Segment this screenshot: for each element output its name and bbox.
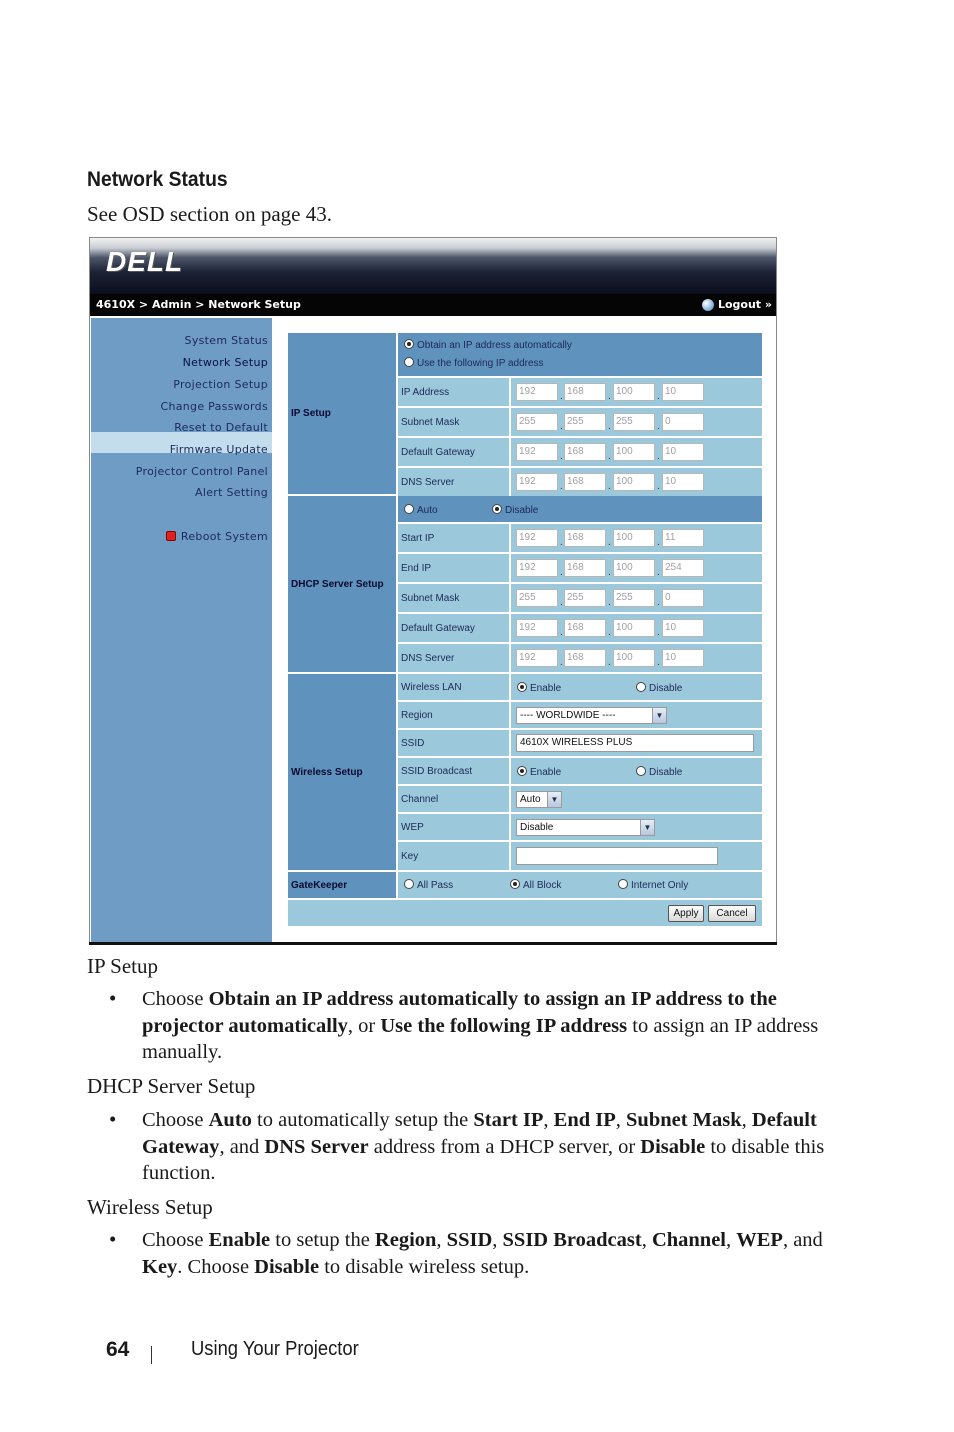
octet-input[interactable]: 255 (613, 413, 655, 431)
ssid-broadcast-disable-radio[interactable] (636, 766, 646, 776)
ssid-broadcast-enable[interactable]: Enable (517, 766, 561, 778)
octet-input[interactable]: 168 (564, 473, 606, 491)
octet-input[interactable]: 168 (564, 383, 606, 401)
bullet: • (109, 1227, 117, 1251)
field-label: End IP (398, 554, 509, 582)
octet-input[interactable]: 100 (613, 443, 655, 461)
dhcp-label: DHCP Server Setup (288, 496, 396, 672)
octet-input[interactable]: 10 (662, 649, 704, 667)
footer-divider (151, 1346, 152, 1364)
page-number: 64 (106, 1338, 130, 1361)
octet-input[interactable]: 192 (516, 529, 558, 547)
octet-input[interactable]: 192 (516, 383, 558, 401)
octet-group (511, 378, 762, 406)
field-label: Subnet Mask (398, 584, 509, 612)
octet-group (511, 554, 762, 582)
field-label: DNS Server (398, 644, 509, 672)
channel-select[interactable]: Auto ▼ (516, 791, 562, 808)
logout-icon (702, 299, 714, 311)
octet-input[interactable]: 168 (564, 559, 606, 577)
chevron-down-icon: ▼ (547, 792, 561, 807)
channel-label: Channel (398, 786, 509, 812)
chevron-down-icon: ▼ (652, 708, 666, 723)
internet-only-radio[interactable] (618, 879, 628, 889)
wireless-lan-disable-radio[interactable] (636, 682, 646, 692)
key-value (511, 842, 762, 870)
dhcp-paragraph: Choose Auto to automatically setup the Start IP, End IP, Subnet Mask, Default Gateway, and DNS Server address from a DHCP server, or Disable to disable this function. (142, 1109, 825, 1184)
dhcp-auto-radio[interactable] (404, 504, 414, 514)
octet-separator: . (657, 657, 660, 668)
octet-separator: . (560, 597, 563, 608)
octet-input[interactable]: 168 (564, 619, 606, 637)
logout-label: Logout » (717, 298, 772, 311)
key-label: Key (398, 842, 509, 870)
apply-button[interactable]: Apply (668, 905, 704, 922)
wireless-paragraph: Choose Enable to setup the Region, SSID, SSID Broadcast, Channel, WEP, and Key. Choose Disable to disable wireless setup. (142, 1229, 823, 1278)
octet-input[interactable]: 192 (516, 473, 558, 491)
octet-input[interactable]: 192 (516, 619, 558, 637)
octet-separator: . (560, 481, 563, 492)
field-label: DNS Server (398, 468, 509, 496)
field-label: Default Gateway (398, 614, 509, 642)
ssid-label: SSID (398, 730, 509, 756)
octet-separator: . (608, 537, 611, 548)
region-value (511, 702, 762, 728)
breadcrumb: 4610X > Admin > Network Setup (96, 298, 301, 311)
wireless-label: Wireless Setup (288, 674, 396, 870)
sidebar-item-projector-control-panel[interactable]: Projector Control Panel (135, 465, 268, 478)
octet-separator: . (560, 537, 563, 548)
wep-value (511, 814, 762, 840)
octet-separator: . (657, 481, 660, 492)
ip-setup-heading: IP Setup (87, 954, 158, 978)
chevron-down-icon: ▼ (640, 820, 654, 835)
octet-group (511, 438, 762, 466)
sidebar-item-firmware-update[interactable]: Firmware Update (169, 443, 268, 456)
ip-setup-paragraph: Choose Obtain an IP address automatically to assign an IP address to the projector automatically, or Use the following IP address to assign an IP address manually. (142, 988, 819, 1063)
sidebar-item-reboot-system[interactable] (166, 530, 268, 543)
gatekeeper-internet-only[interactable]: Internet Only (618, 879, 688, 891)
octet-separator: . (608, 567, 611, 578)
intro-text: See OSD section on page 43. (87, 202, 332, 226)
dell-logo: DELL (106, 246, 184, 277)
wireless-lan-value (511, 674, 762, 700)
sidebar-item-alert-setting[interactable]: Alert Setting (195, 486, 268, 499)
ssid-input[interactable]: 4610X WIRELESS PLUS (516, 734, 754, 752)
ssid-broadcast-label: SSID Broadcast (398, 758, 509, 784)
octet-input[interactable]: 100 (613, 383, 655, 401)
all-block-radio[interactable] (510, 879, 520, 889)
octet-input[interactable]: 0 (662, 413, 704, 431)
footer-title: Using Your Projector (191, 1338, 359, 1360)
octet-group (511, 408, 762, 436)
dhcp-options (398, 496, 762, 522)
octet-input[interactable]: 100 (613, 473, 655, 491)
octet-input[interactable]: 100 (613, 529, 655, 547)
dhcp-auto-option[interactable]: Auto (404, 504, 438, 516)
ip-setup-options (398, 333, 762, 376)
gatekeeper-options (398, 872, 762, 898)
octet-separator: . (608, 481, 611, 492)
bullet: • (109, 986, 117, 1010)
reboot-label: Reboot System (180, 530, 268, 543)
logout-link[interactable] (702, 298, 772, 311)
octet-input[interactable]: 255 (564, 589, 606, 607)
region-select[interactable]: ---- WORLDWIDE ---- ▼ (516, 707, 667, 724)
wireless-heading: Wireless Setup (87, 1195, 213, 1219)
octet-separator: . (657, 537, 660, 548)
octet-input[interactable]: 168 (564, 649, 606, 667)
gatekeeper-all-pass[interactable]: All Pass (404, 879, 453, 891)
sidebar-item-network-setup[interactable]: Network Setup (182, 356, 268, 369)
octet-input[interactable]: 255 (564, 413, 606, 431)
octet-input[interactable]: 100 (613, 559, 655, 577)
dhcp-disable-option[interactable]: Disable (492, 504, 538, 516)
wireless-lan-enable-radio[interactable] (517, 682, 527, 692)
ip-auto-radio[interactable] (404, 339, 414, 349)
sidebar-item-system-status[interactable]: System Status (184, 334, 268, 347)
region-label: Region (398, 702, 509, 728)
dhcp-disable-radio[interactable] (492, 504, 502, 514)
octet-input[interactable]: 168 (564, 529, 606, 547)
octet-separator: . (608, 391, 611, 402)
octet-group (511, 614, 762, 642)
network-setup-screenshot (89, 237, 777, 944)
ssid-broadcast-disable[interactable]: Disable (636, 766, 682, 778)
octet-separator: . (560, 451, 563, 462)
octet-input[interactable]: 192 (516, 559, 558, 577)
octet-input[interactable]: 168 (564, 443, 606, 461)
all-pass-radio[interactable] (404, 879, 414, 889)
octet-separator: . (560, 391, 563, 402)
octet-input[interactable]: 11 (662, 529, 704, 547)
octet-input[interactable]: 255 (516, 589, 558, 607)
field-label: Start IP (398, 524, 509, 552)
octet-separator: . (657, 451, 660, 462)
wireless-lan-disable[interactable]: Disable (636, 682, 682, 694)
channel-value (511, 786, 762, 812)
wireless-lan-label: Wireless LAN (398, 674, 509, 700)
ssid-broadcast-value (511, 758, 762, 784)
octet-separator: . (657, 391, 660, 402)
octet-separator: . (657, 597, 660, 608)
ip-manual-radio[interactable] (404, 357, 414, 367)
octet-separator: . (608, 421, 611, 432)
nav-bar (90, 294, 776, 316)
sidebar-item-projection-setup[interactable]: Projection Setup (173, 378, 268, 391)
ip-manual-option[interactable]: Use the following IP address (404, 357, 544, 369)
ip-auto-option[interactable]: Obtain an IP address automatically (404, 339, 572, 351)
ssid-value (511, 730, 762, 756)
octet-input[interactable]: 255 (516, 413, 558, 431)
octet-input[interactable]: 100 (613, 619, 655, 637)
octet-input[interactable]: 10 (662, 383, 704, 401)
octet-input[interactable]: 10 (662, 473, 704, 491)
octet-separator: . (608, 451, 611, 462)
gatekeeper-all-block[interactable]: All Block (510, 879, 561, 891)
figure-bottom-rule (89, 942, 777, 945)
wep-select[interactable]: Disable ▼ (516, 819, 655, 836)
octet-group (511, 524, 762, 552)
octet-separator: . (657, 567, 660, 578)
octet-input[interactable]: 10 (662, 443, 704, 461)
octet-separator: . (560, 567, 563, 578)
octet-separator: . (560, 421, 563, 432)
octet-separator: . (560, 657, 563, 668)
octet-input[interactable]: 10 (662, 619, 704, 637)
octet-separator: . (608, 597, 611, 608)
ssid-broadcast-enable-radio[interactable] (517, 766, 527, 776)
sidebar-item-change-passwords[interactable]: Change Passwords (160, 400, 268, 413)
octet-input[interactable]: 192 (516, 649, 558, 667)
banner (90, 238, 776, 294)
octet-separator: . (608, 657, 611, 668)
field-label: Subnet Mask (398, 408, 509, 436)
button-row (288, 900, 762, 926)
sidebar-item-reset-to-default[interactable]: Reset to Default (174, 421, 268, 434)
octet-separator: . (608, 627, 611, 638)
wireless-lan-enable[interactable]: Enable (517, 682, 561, 694)
octet-input[interactable]: 0 (662, 589, 704, 607)
octet-group (511, 584, 762, 612)
ip-setup-label: IP Setup (288, 333, 396, 494)
sidebar (91, 318, 272, 943)
section-heading: Network Status (87, 168, 228, 191)
cancel-button[interactable]: Cancel (708, 905, 756, 922)
octet-group (511, 644, 762, 672)
key-input[interactable] (516, 847, 718, 865)
octet-separator: . (657, 627, 660, 638)
octet-input[interactable]: 255 (613, 589, 655, 607)
reboot-icon (166, 531, 176, 541)
wep-label: WEP (398, 814, 509, 840)
octet-input[interactable]: 254 (662, 559, 704, 577)
bullet: • (109, 1107, 117, 1131)
gatekeeper-label: GateKeeper (288, 872, 396, 898)
octet-input[interactable]: 100 (613, 649, 655, 667)
field-label: IP Address (398, 378, 509, 406)
octet-separator: . (657, 421, 660, 432)
field-label: Default Gateway (398, 438, 509, 466)
octet-group (511, 468, 762, 496)
dhcp-heading: DHCP Server Setup (87, 1074, 256, 1098)
octet-input[interactable]: 192 (516, 443, 558, 461)
octet-separator: . (560, 627, 563, 638)
